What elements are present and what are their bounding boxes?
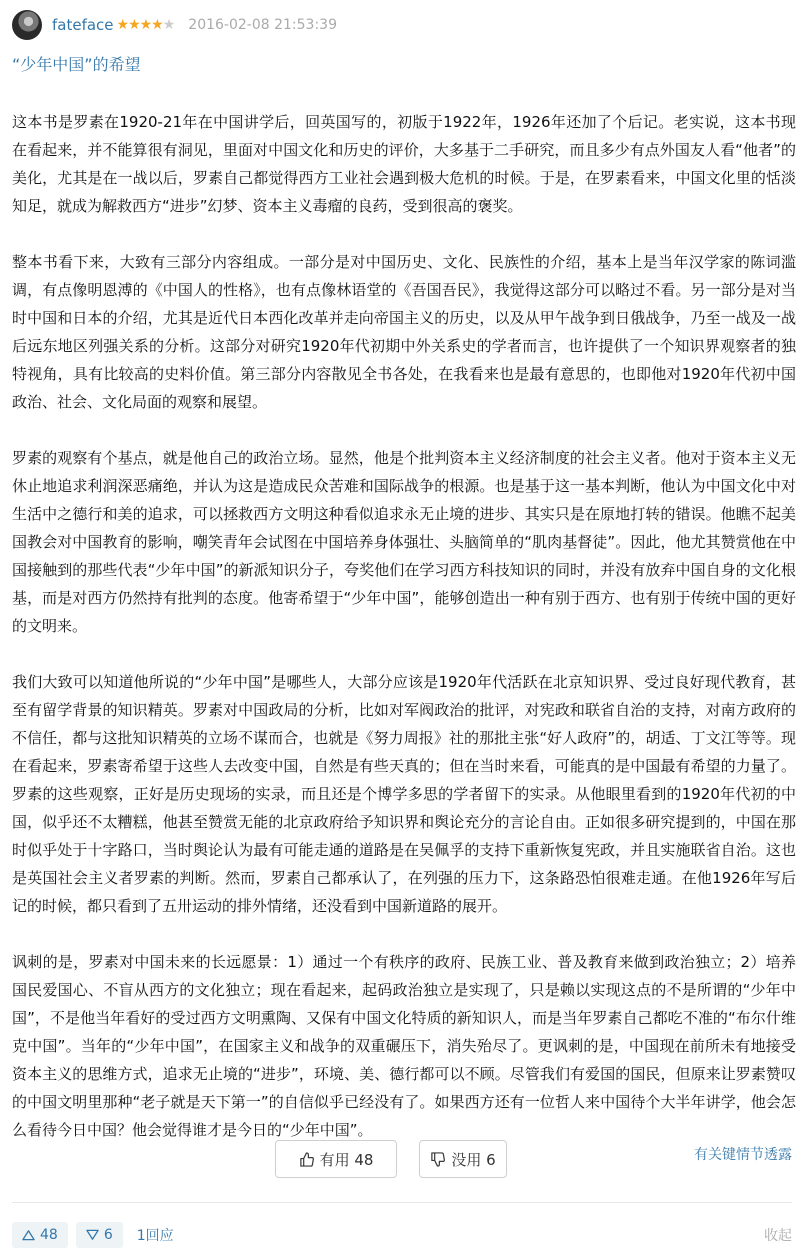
useless-label: 没用 6 [451, 1150, 496, 1169]
review-paragraph-5: 讽刺的是，罗素对中国未来的长远愿景：1）通过一个有秩序的政府、民族工业、普及教育来做到政治独立；2）培养国民爱国心、不盲从西方的文化独立；现在看起来，起码政治独立是实现了，只是赖以实现这点的不是所谓的“少年中国”，不是他当年看好的受过西方文明熏陶、又保有中国文化特质的新知识人，而是当年罗素自己都吃不准的“布尔什维克中国”。当年的“少年中国”，在国家主义和战争的双重碾压下，消失殆尽了。更讽刺的是，中国现在前所未有地接受资本主义的思维方式，追求无止境的“进步”，环境、美、德行都可以不顾。尽管我们有爱国的国民，但原来让罗素赞叹的中国文明里那种“老子就是天下第一”的自信似乎已经没有了。如果西方还有一位哲人来中国待个大半年讲学，他会怎么看待今日中国？他会觉得谁才是今日的“少年中国”。 [12, 953, 796, 1139]
like-count: 48 [40, 1227, 58, 1243]
thumbs-up-icon [299, 1152, 314, 1167]
footer-divider [12, 1202, 792, 1203]
like-button[interactable] [12, 1222, 68, 1248]
dislike-count: 6 [103, 1227, 113, 1243]
vote-buttons [275, 1140, 507, 1178]
spoiler-link[interactable]: 有关键情节透露 [694, 1147, 792, 1163]
review-title[interactable]: “少年中国”的希望 [12, 55, 141, 74]
rating-stars-filled: ★★★★ [116, 17, 163, 33]
user-avatar[interactable] [12, 10, 42, 40]
reply-link[interactable]: 1回应 [136, 1228, 174, 1244]
rating-stars-empty: ★ [162, 17, 175, 33]
author-name[interactable]: fateface [52, 16, 114, 34]
useless-button[interactable] [419, 1140, 507, 1178]
rating-stars [117, 17, 175, 33]
useful-button[interactable] [275, 1140, 397, 1178]
dislike-button[interactable] [76, 1222, 123, 1248]
review-paragraph-3: 罗素的观察有个基点，就是他自己的政治立场。显然，他是个批判资本主义经济制度的社会主义者。他对于资本主义无休止地追求利润深恶痛绝，并认为这是造成民众苦难和国际战争的根源。也是基于这一基本判断，他认为中国文化中对生活中之德行和美的追求，可以拯救西方文明这种看似追求永无止境的进步、其实只是在原地打转的错误。他瞧不起美国教会对中国教育的影响，嘲笑青年会试图在中国培养身体强壮、头脑简单的“肌肉基督徒”。因此，他尤其赞赏他在中国接触到的那些代表“少年中国”的新派知识分子，夸奖他们在学习西方科技知识的同时，并没有放弃中国自身的文化根基，而是对西方仍然持有批判的态度。他寄希望于“少年中国”，能够创造出一种有别于西方、也有别于传统中国的更好的文明来。 [12, 449, 796, 635]
review-timestamp: 2016-02-08 21:53:39 [188, 17, 337, 33]
review-header [12, 9, 337, 41]
triangle-up-icon [22, 1229, 35, 1241]
review-paragraph-1: 这本书是罗素在1920-21年在中国讲学后，回英国写的，初版于1922年，1926年还加了个后记。老实说，这本书现在看起来，并不能算很有洞见，里面对中国文化和历史的评价，大多基于二手研究，而且多少有点外国友人看“他者”的美化，尤其是在一战以后，罗素自己都觉得西方工业社会遇到极大危机的时候。于是，在罗素看来，中国文化里的恬淡知足，就成为解救西方“进步”幻梦、资本主义毒瘤的良药，受到很高的褒奖。 [12, 113, 796, 215]
review-footer [12, 1222, 174, 1248]
thumbs-down-icon [430, 1152, 445, 1167]
triangle-down-icon [86, 1229, 99, 1241]
useful-label: 有用 48 [319, 1150, 374, 1169]
review-body [12, 108, 796, 1172]
collapse-link[interactable]: 收起 [764, 1228, 792, 1244]
review-paragraph-2: 整本书看下来，大致有三部分内容组成。一部分是对中国历史、文化、民族性的介绍，基本上是当年汉学家的陈词滥调，有点像明恩溥的《中国人的性格》，也有点像林语堂的《吾国吾民》，我觉得这部分可以略过不看。另一部分是对当时中国和日本的介绍，尤其是近代日本西化改革并走向帝国主义的历史，以及从甲午战争到日俄战争，乃至一战及一战后远东地区列强关系的分析。这部分对研究1920年代初期中外关系史的学者而言，也许提供了一个知识界观察者的独特视角，具有比较高的史料价值。第三部分内容散见全书各处，在我看来也是最有意思的，也即他对1920年代初中国政治、社会、文化局面的观察和展望。 [12, 253, 796, 411]
review-paragraph-4: 我们大致可以知道他所说的“少年中国”是哪些人，大部分应该是1920年代活跃在北京知识界、受过良好现代教育，甚至有留学背景的知识精英。罗素对中国政局的分析，比如对军阀政治的批评，对宪政和联省自治的支持，对南方政府的不信任，都与这批知识精英的立场不谋而合，也就是《努力周报》社的那批主张“好人政府”的，胡适、丁文江等等。现在看起来，罗素寄希望于这些人去改变中国，自然是有些天真的；但在当时来看，可能真的是中国最有希望的力量了。罗素的这些观察，正好是历史现场的实录，而且还是个博学多思的学者留下的实录。从他眼里看到的1920年代初的中国，似乎还不太糟糕，他甚至赞赏无能的北京政府给予知识界和舆论充分的言论自由。正如很多研究提到的，中国在那时似乎处于十字路口，当时舆论认为最有可能走通的道路是在吴佩孚的支持下重新恢复宪政，并且实施联省自治。这也是英国社会主义者罗素的判断。然而，罗素自己都承认了，在列强的压力下，这条路恐怕很难走通。在他1926年写后记的时候，都只看到了五卅运动的排外情绪，还没看到中国新道路的展开。 [12, 673, 796, 915]
